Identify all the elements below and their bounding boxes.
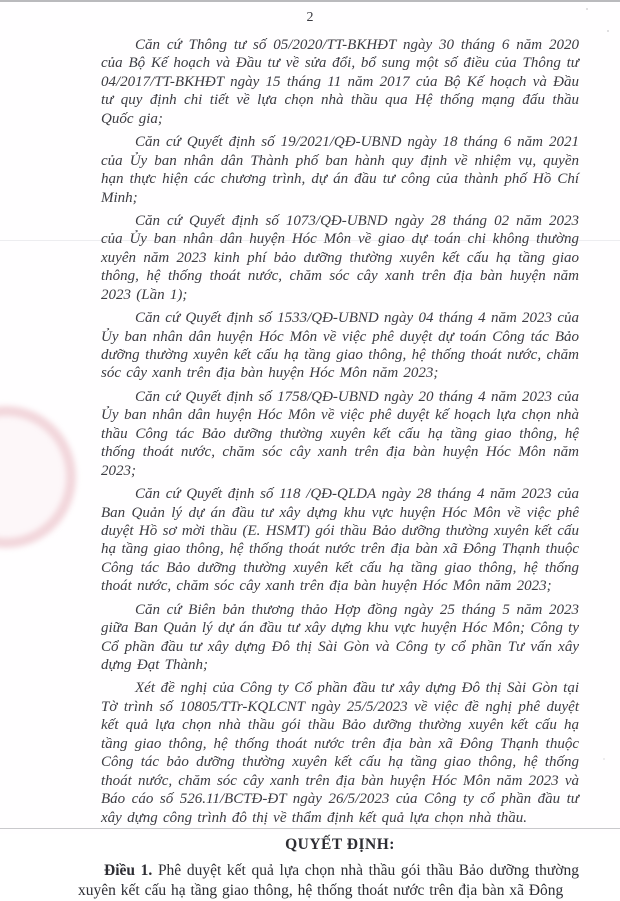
recital-paragraph-qd-19-2021: Căn cứ Quyết định số 19/2021/QĐ-UBND ngày 18 tháng 6 năm 2021 của Ủy ban nhân dân Thành phố ban hành quy định về nhiệm vụ, quyền hạn thực hiện các chương trình, dự án đầu tư công của thành phố Hồ Chí Minh; [101,134,579,206]
recital-paragraph-qd-1073: Căn cứ Quyết định số 1073/QĐ-UBND ngày 28 tháng 02 năm 2023 của Ủy ban nhân dân huyện Hóc Môn về giao dự toán chi không thường xuyên năm 2023 kinh phí bảo dưỡng thường xuyên kết cấu hạ tầng giao thông, hệ thống thoát nước, chăm sóc cây xanh trên địa bàn huyện năm 2023 (Lần 1); [101,212,579,303]
article-1-paragraph [78,861,579,901]
red-seal-stamp-fragment [0,406,76,548]
recital-paragraph-xet-de-nghi: Xét đề nghị của Công ty Cổ phần đầu tư xây dựng Đô thị Sài Gòn tại Tờ trình số 10805/TTr-KQLCNT ngày 25/5/2023 về việc đề nghị phê duyệt kết quả lựa chọn nhà thầu gói thầu Bảo dưỡng thường xuyên kết cấu hạ tầng giao thông, hệ thống thoát nước trên địa bàn xã Đông Thạnh thuộc Công tác bảo dưỡng thường xuyên kết cấu hạ tầng giao thông, hệ thống thoát nước, chăm sóc cây xanh trên địa bàn huyện Hóc Môn năm 2023 và Báo cáo số 526.11/BCTĐ-ĐT ngày 26/5/2023 của Công ty cổ phần đầu tư xây dựng công trình đô thị về thẩm định kết quả lựa chọn nhà thầu. [101,680,579,826]
document-body [78,36,580,901]
decision-heading: QUYẾT ĐỊNH: [285,835,395,853]
article-1-text: Phê duyệt kết quả lựa chọn nhà thầu gói thầu Bảo dưỡng thường xuyên kết cấu hạ tầng giao thông, hệ thống thoát nước trên địa bàn xã Đông [78,861,580,900]
recital-paragraph-qd-1533: Căn cứ Quyết định số 1533/QĐ-UBND ngày 04 tháng 4 năm 2023 của Ủy ban nhân dân huyện Hóc Môn về việc phê duyệt dự toán Công tác Bảo dưỡng thường xuyên kết cấu hạ tầng giao thông, hệ thống thoát nước, chăm sóc cây xanh trên địa bàn huyện Hóc Môn năm 2023; [101,310,579,382]
recital-paragraph-thong-tu-05-2020: Căn cứ Thông tư số 05/2020/TT-BKHĐT ngày 30 tháng 6 năm 2020 của Bộ Kế hoạch và Đầu tư về sửa đổi, bổ sung một số điều của Thông tư 04/2017/TT-BKHĐT ngày 15 tháng 11 năm 2017 của Bộ Kế hoạch và Đầu tư quy định chi tiết về lựa chọn nhà thầu qua Hệ thống mạng đấu thầu Quốc gia; [101,37,579,127]
recital-paragraph-qd-1758: Căn cứ Quyết định số 1758/QĐ-UBND ngày 20 tháng 4 năm 2023 của Ủy ban nhân dân huyện Hóc Môn về việc phê duyệt kế hoạch lựa chọn nhà thầu Công tác Bảo dưỡng thường xuyên kết cấu hạ tầng giao thông, hệ thống thoát nước, chăm sóc cây xanh trên địa bàn huyện Hóc Môn năm 2023; [101,388,579,479]
recital-paragraph-bien-ban: Căn cứ Biên bản thương thảo Hợp đồng ngày 25 tháng 5 năm 2023 giữa Ban Quản lý dự án đầu tư xây dựng khu vực huyện Hóc Môn; Công ty Cổ phần đầu tư xây dựng Đô thị Sài Gòn và Công ty cổ phần Tư vấn xây dựng Đạt Thành; [101,601,579,673]
page-number: 2 [306,10,314,25]
scan-speck [586,8,588,10]
article-1-label: Điều 1. [104,861,153,879]
scan-edge-top [0,0,620,2]
recital-paragraph-qd-118: Căn cứ Quyết định số 118 /QĐ-QLDA ngày 28 tháng 4 năm 2023 của Ban Quản lý dự án đầu tư xây dựng khu vực huyện Hóc Môn về việc phê duyệt Hồ sơ mời thầu (E. HSMT) gói thầu Bảo dưỡng thường xuyên kết cấu hạ tầng giao thông, hệ thống thoát nước trên địa bàn xã Đông Thạnh thuộc Công tác Bảo dưỡng thường xuyên kết cấu hạ tầng giao thông, hệ thống thoát nước, chăm sóc cây xanh trên địa bàn huyện Hóc Môn năm 2023; [101,486,579,595]
scan-speck [607,30,609,32]
scan-speck [603,758,605,760]
scan-edge-bottom [0,828,620,829]
